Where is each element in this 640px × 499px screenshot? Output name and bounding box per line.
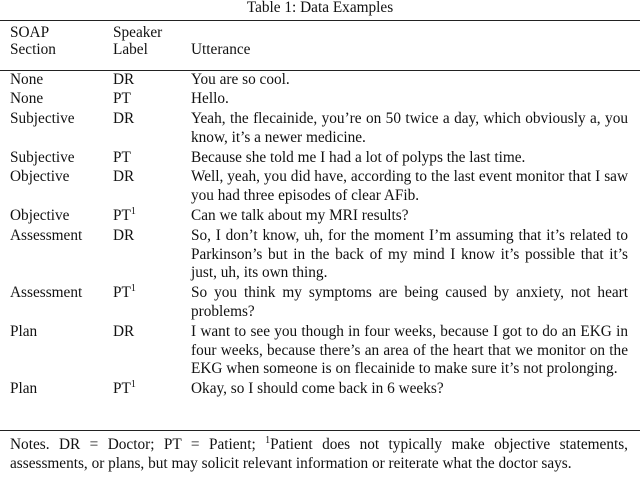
table-row — [0, 90, 640, 110]
speaker-cell: $PT^1$ — [113, 283, 136, 302]
section-cell: Objective — [10, 207, 70, 225]
utterance-cell: Okay, so I should come back in 6 weeks? — [191, 380, 444, 398]
section-cell: None — [10, 70, 44, 88]
header-section: SOAP Section — [10, 23, 56, 58]
table-row — [0, 284, 640, 323]
utterance-cell: You are so cool. — [191, 70, 290, 88]
table-row — [0, 148, 640, 168]
utterance-cell: Because she told me I had a lot of polyps the last time. — [191, 148, 526, 166]
header-row — [0, 23, 640, 64]
speaker-cell: PT — [113, 90, 131, 108]
section-cell: Subjective — [10, 110, 75, 128]
top-rule — [0, 20, 640, 21]
data-table — [0, 23, 640, 400]
utterance-cell: Yeah, the flecainide, you’re on 50 twice a day, which obviously a, you know, it’s a newer medicine. — [191, 110, 628, 146]
table-row — [0, 110, 640, 149]
table-notes: Notes. DR = Doctor; PT = Patient; $^1$Patient does not typically make objective statements, assessments, or plans, but may solicit relevant information or reiterate what the doctor says. — [10, 434, 628, 472]
section-cell: Objective — [10, 168, 70, 186]
table-row — [0, 207, 640, 227]
section-cell: Subjective — [10, 148, 75, 166]
speaker-cell: DR — [113, 322, 135, 340]
table-row — [0, 380, 640, 400]
table-row — [0, 168, 640, 207]
utterance-cell: I want to see you though in four weeks, because I got to do an EKG in four weeks, because there’s an area of the heart that we monitor on the EKG when someone is on flecainide to make sure it’s not prolonging. — [191, 322, 628, 378]
utterance-cell: Well, yeah, you did have, according to the last event monitor that I saw you had three episodes of clear AFib. — [191, 168, 628, 205]
bottom-rule — [0, 430, 640, 431]
section-cell: Assessment — [10, 226, 83, 244]
table-row — [0, 322, 640, 379]
speaker-cell: DR — [113, 110, 135, 128]
speaker-cell: $PT^1$ — [113, 205, 136, 225]
speaker-cell: DR — [113, 70, 135, 88]
table-caption: Table 1: Data Examples — [246, 0, 394, 16]
utterance-cell: So you think my symptoms are being caused by anxiety, not heart problems? — [191, 284, 628, 321]
table-row — [0, 64, 640, 90]
section-cell: Assessment — [10, 284, 83, 302]
utterance-cell: Can we talk about my MRI results? — [191, 207, 409, 225]
speaker-cell: DR — [113, 226, 135, 244]
section-cell: None — [10, 90, 44, 108]
speaker-cell: PT — [113, 148, 131, 166]
utterance-cell: Hello. — [191, 90, 229, 108]
section-cell: Plan — [10, 322, 38, 340]
speaker-cell: DR — [113, 168, 135, 186]
section-cell: Plan — [10, 380, 38, 398]
utterance-cell: So, I don’t know, uh, for the moment I’m assuming that it’s related to Parkinson’s but in the back of my mind I know it’s possible that it’s just, uh, its own thing. — [191, 226, 628, 282]
table-row — [0, 226, 640, 283]
speaker-cell: $PT^1$ — [113, 379, 136, 398]
header-utterance: Utterance — [191, 40, 251, 58]
header-speaker: Speaker Label — [113, 23, 163, 58]
